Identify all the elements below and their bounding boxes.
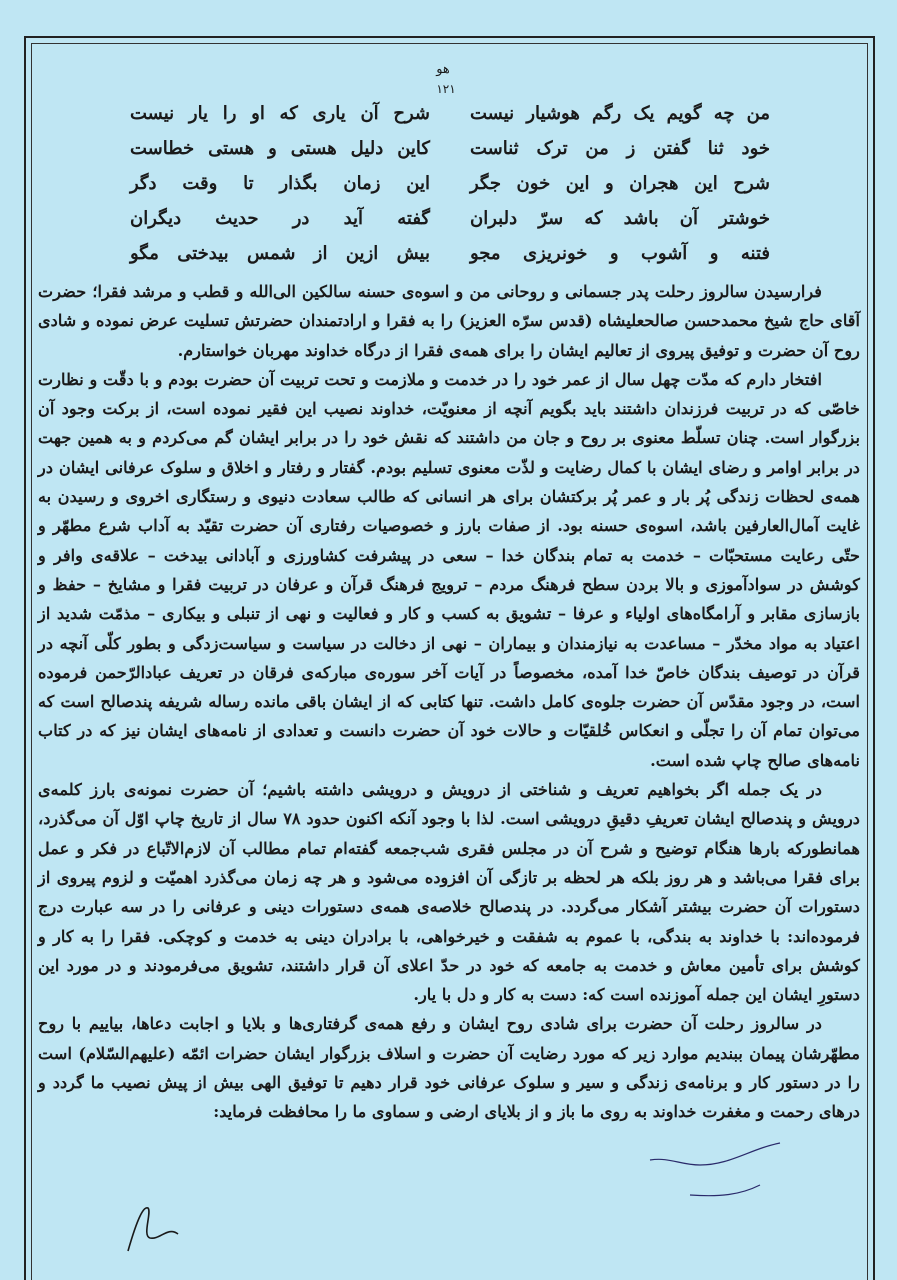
poem-hemistich-left: گفته آید در حدیث دیگران: [130, 208, 430, 229]
poem-verse: [130, 131, 770, 166]
paragraph-pledge: در سالروز رحلت آن حضرت برای شادی روح ایشان و رفع همه‌ی گرفتاری‌ها و بلایا و اجابت دعاها، بیاییم با روح مطهّرشان پیمان ببندیم موارد زیر که مورد رضایت آن حضرت و اسلاف بزرگوار ایشان حضرات ائمّه (علیهم‌السّلام) است را در دستور کار و برنامه‌ی زندگی و سیر و سلوک عرفانی خود قرار دهیم تا توفیق الهی بیش از پیش نصیب ما گردد و درهای رحمت و مغفرت خداوند به روی ما باز و از بلایای ارضی و سماوی ما را محافظت فرماید:: [38, 1014, 860, 1122]
poem-hemistich-left: این زمان بگذار تا وقت دگر: [130, 173, 430, 194]
poem-hemistich-right: من چه گویم یک رگم هوشیار نیست: [470, 103, 770, 124]
poem-hemistich-left: کاین دلیل هستی و هستی خطاست: [130, 138, 430, 159]
handwritten-underline-mark: [640, 1135, 790, 1215]
poem-hemistich-right: شرح این هجران و این خون جگر: [470, 173, 770, 194]
poem-verse: [130, 236, 770, 271]
poem-hemistich-left: شرح آن یاری که او را یار نیست: [130, 103, 430, 124]
poem-hemistich-right: خوشتر آن باشد که سرّ دلبران: [470, 208, 770, 229]
paragraph-dervish: در یک جمله اگر بخواهیم تعریف و شناختی از درویش و درویشی داشته باشیم؛ آن حضرت نمونه‌ی بارز کلمه‌ی درویش و پندصالح ایشان تعریفِ دقیقِ درویشی است. لذا با وجود آنکه اکنون حدود ۷۸ سال از تاریخ چاپ اوّل آن می‌گذرد، همانطورکه بارها هنگام توضیح و شرح آن در مجلس فقری شب‌جمعه گفته‌ام تمام مطالب آن لازم‌الاتّباع در فکر و عمل برای فقرا می‌باشد و هر روز بلکه هر لحظه بر تازگی آن افزوده می‌شود و هر چه زمان می‌گذرد اهمیّت و لزوم پیروی از دستورات آن حضرت بیشتر آشکار می‌گردد. در پندصالح خلاصه‌ی همه‌ی دستورات دینی و عرفانی را در سه عبارت درج فرموده‌اند: با خداوند به بندگی، با عموم به شفقت و خیرخواهی، با برادران دینی به خدمت و کوچکی. فقرا را به کار و کوشش برای تأمین معاش و خدمت به جامعه که خود در حدّ اعلای آن قرار داشتند، تشویق می‌فرمودند و در مورد این دستورِ ایشان این جمله آموزنده است که: دست به کار و دل با یار.: [38, 780, 860, 1005]
signature-scribble: [108, 1196, 198, 1256]
page-number: ۱۲۱: [436, 82, 456, 96]
body-text: [38, 277, 860, 1127]
poem-block: [130, 96, 770, 271]
poem-hemistich-right: خود ثنا گفتن ز من ترک ثناست: [470, 138, 770, 159]
seal-mark: هو: [436, 62, 450, 77]
paragraph-intro: فرارسیدن سالروز رحلت پدر جسمانی و روحانی من و اسوه‌ی حسنه سالکین الی‌الله و قطب و مرشد فقرا؛ حضرت آقای حاج شیخ محمدحسن صالحعلیشاه (قدس سرّه العزیز) را به فقرا و ارادتمندان حضرتش تسلیت عرض نموده و شادی روح آن حضرت و توفیق پیروی از تعالیم ایشان را برای همه‌ی فقرا از درگاه خداوند مهربان خواستارم.: [38, 282, 860, 360]
poem-verse: [130, 96, 770, 131]
poem-verse: [130, 201, 770, 236]
poem-hemistich-right: فتنه و آشوب و خونریزی مجو: [470, 243, 770, 264]
paragraph-tribute: افتخار دارم که مدّت چهل سال از عمر خود را در خدمت و ملازمت و تحت تربیت آن حضرت بودم و با دقّت و نظارت خاصّی که در تربیت فرزندان داشتند باید بگویم آنچه از معنویّت، خداوند نصیب این فقیر نموده است، از برکت وجود آن بزرگوار است. چنان تسلّط معنوی بر روح و جان من داشتند که نقش خود را در برابر ایشان گم می‌کردم و به همین جهت در برابر اوامر و رضای ایشان با کمال رضایت و لذّت معنوی تسلیم بودم. گفتار و رفتار و اخلاق و سلوک عرفانی ایشان در همه‌ی لحظات زندگی پُر بار و عمر پُر برکتشان برای هر انسانی که طالب سعادت دنیوی و رستگاری اخروی و رسیدن به غایت آمال‌العارفین باشد، اسوه‌ی حسنه بود. از صفات بارز و خصوصیات رفتاری آن حضرت تقیّد به آداب شرع مطهّر و حتّی رعایت مستحبّات – خدمت به تمام بندگان خدا – سعی در پیشرفت کشاورزی و آبادانی بیدخت – علاقه‌ی وافر و کوشش در سوادآموزی و بالا بردن سطح فرهنگ مردم – ترویج فرهنگ قرآن و عرفان در تربیت فقرا و مشایخ – حفظ و بازسازی مقابر و آرامگاه‌های اولیاء و عرفا – تشویق به کسب و کار و فعالیت و نهی از تنبلی و بیکاری – مذمّت شدید از اعتیاد به مواد مخدّر – مساعدت به نیازمندان و بیماران – نهی از دخالت در سیاست و سیاست‌زدگی و بطور کلّی آنچه در قرآن در توصیف بندگان خاصّ خدا آمده، مخصوصاً در آیات آخر سوره‌ی مبارکه‌ی فرقان در تعریف عبادالرّحمن فرموده است، در وجود مقدّس آن حضرت جلوه‌ی کامل داشت. تنها کتابی که از ایشان باقی مانده رساله شریفه پندصالح است که می‌توان تمام آن را تجلّی و انعکاس خُلقیّات و حالات خود آن حضرت دانست و تعدادی از نامه‌های ایشان نیز که در کتاب نامه‌های صالح چاپ شده است.: [38, 369, 860, 770]
poem-verse: [130, 166, 770, 201]
poem-hemistich-left: بیش ازین از شمس بیدختی مگو: [130, 243, 430, 264]
